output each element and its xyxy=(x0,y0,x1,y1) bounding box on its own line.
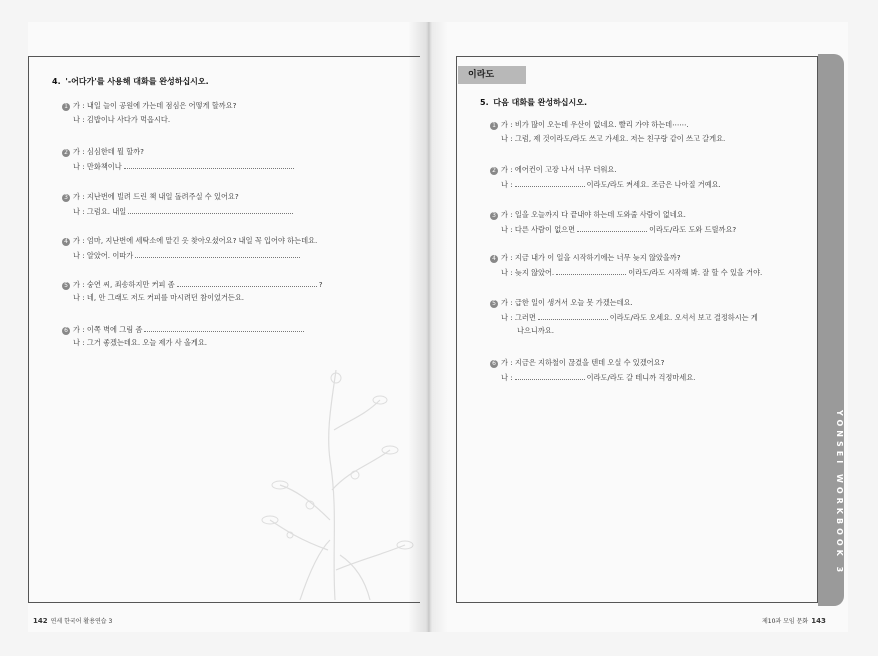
section-5-instruction: 다음 대화를 완성하십시오. xyxy=(493,98,588,107)
item-number-badge: 3 xyxy=(62,194,70,202)
answer-suffix: 이라도/라도 갈 테니까 걱정마세요. xyxy=(586,373,696,382)
answer-blank[interactable] xyxy=(124,159,294,169)
item-number-badge: 5 xyxy=(62,282,70,290)
answer-blank[interactable] xyxy=(135,248,300,258)
question-text: 가 : 일을 오늘까지 다 끝내야 하는데 도와줄 사람이 없네요. xyxy=(501,210,686,219)
answer-continuation: 나으니까요. xyxy=(517,326,555,335)
answer-prefix: 나 : 만화책이나 xyxy=(73,162,122,171)
left-footer-title: 연세 한국어 활용연습 3 xyxy=(50,618,113,625)
question-suffix: ? xyxy=(318,280,323,289)
item-number-badge: 4 xyxy=(490,255,498,263)
exercise-5-1 xyxy=(490,118,725,146)
answer-text: 나 : 네, 안 그래도 저도 커피를 마시려던 참이었거든요. xyxy=(73,293,245,302)
item-number-badge: 6 xyxy=(62,327,70,335)
answer-blank[interactable] xyxy=(538,310,608,320)
question-blank[interactable] xyxy=(177,277,317,287)
question-text: 가 : 지금 내가 이 일을 시작하기에는 너무 늦지 않았을까? xyxy=(501,253,681,262)
item-number-badge: 2 xyxy=(62,149,70,157)
question-text: 가 : 심심한데 뭘 할까? xyxy=(73,147,144,156)
exercise-4-5 xyxy=(62,277,323,305)
exercise-5-3 xyxy=(490,208,736,236)
question-text: 가 : 이쪽 벽에 그림 좀 xyxy=(73,325,143,334)
section-4-number: 4. xyxy=(52,77,61,86)
answer-suffix: 이라도/라도 켜세요. 조금은 나아질 거예요. xyxy=(586,180,721,189)
item-number-badge: 1 xyxy=(490,122,498,130)
answer-blank[interactable] xyxy=(515,370,585,380)
question-blank[interactable] xyxy=(144,322,304,332)
answer-suffix: 이라도/라도 시작해 봐. 잘 할 수 있을 거야. xyxy=(628,268,763,277)
answer-prefix: 나 : 그럼요. 내일 xyxy=(73,207,127,216)
answer-text: 나 : 김밥이나 사다가 먹읍시다. xyxy=(73,115,171,124)
right-page-number: 143 xyxy=(811,617,826,625)
section-5-number: 5. xyxy=(480,98,489,107)
question-text: 가 : 에어컨이 고장 나서 너무 더워요. xyxy=(501,165,617,174)
item-number-badge: 5 xyxy=(490,300,498,308)
item-number-badge: 4 xyxy=(62,238,70,246)
exercise-5-4 xyxy=(490,251,762,279)
exercise-4-4 xyxy=(62,234,317,262)
answer-prefix: 나 : xyxy=(501,373,513,382)
answer-suffix: 이라도/라도 도와 드릴까요? xyxy=(649,225,737,234)
item-number-badge: 6 xyxy=(490,360,498,368)
exercise-5-6 xyxy=(490,356,695,384)
left-page-number: 142 xyxy=(33,617,48,625)
question-text: 가 : 지금은 지하철이 끊겼을 텐데 오실 수 있겠어요? xyxy=(501,358,665,367)
answer-prefix: 나 : 그러면 xyxy=(501,313,536,322)
side-tab-label: YONSEI WORKBOOK 3 xyxy=(835,410,844,577)
question-text: 가 : 내일 늘이 공원에 가는데 점심은 어떻게 할까요? xyxy=(73,101,237,110)
right-footer-title: 제10과 모임 문화 xyxy=(762,618,809,625)
section-4-title xyxy=(52,76,209,87)
answer-text: 나 : 그럼, 제 것이라도/라도 쓰고 가세요. 저는 친구랑 같이 쓰고 갈게요. xyxy=(501,134,726,143)
exercise-4-1 xyxy=(62,99,236,127)
question-text: 가 : 지난번에 빌려 드린 책 내일 돌려주실 수 있어요? xyxy=(73,192,239,201)
question-text: 가 : 숭연 씨, 죄송하지만 커피 좀 xyxy=(73,280,175,289)
answer-suffix: 이라도/라도 오세요. 오셔서 보고 결정하시는 게 xyxy=(609,313,758,322)
section-4-instruction: '-어다가'를 사용해 대화를 완성하십시오. xyxy=(65,77,209,86)
exercise-4-6 xyxy=(62,322,306,350)
answer-text: 나 : 그거 좋겠는데요. 오늘 제가 사 올게요. xyxy=(73,338,208,347)
answer-blank[interactable] xyxy=(515,177,585,187)
question-text: 가 : 비가 많이 오는데 우산이 없네요. 빨리 가야 하는데⋯⋯. xyxy=(501,120,689,129)
section-5-title xyxy=(480,97,587,108)
question-text: 가 : 급한 일이 생겨서 오늘 못 가겠는데요. xyxy=(501,298,633,307)
exercise-4-3 xyxy=(62,190,295,218)
answer-prefix: 나 : 늦지 않았어. xyxy=(501,268,555,277)
left-footer xyxy=(30,616,112,625)
answer-blank[interactable] xyxy=(128,204,293,214)
exercise-5-2 xyxy=(490,163,721,191)
item-number-badge: 1 xyxy=(62,103,70,111)
question-text: 가 : 엄마, 지난번에 세탁소에 맡긴 옷 찾아오셨어요? 내일 꼭 입어야 하는데요. xyxy=(73,236,318,245)
answer-prefix: 나 : 알았어. 이따가 xyxy=(73,251,134,260)
right-footer xyxy=(762,616,829,625)
answer-prefix: 나 : xyxy=(501,180,513,189)
exercise-4-2 xyxy=(62,145,296,173)
answer-prefix: 나 : 다른 사람이 없으면 xyxy=(501,225,576,234)
answer-blank[interactable] xyxy=(577,222,647,232)
exercise-5-5 xyxy=(490,296,758,338)
floral-illustration xyxy=(240,370,430,600)
item-number-badge: 3 xyxy=(490,212,498,220)
grammar-point-label: 이라도 xyxy=(458,66,526,84)
answer-blank[interactable] xyxy=(556,265,626,275)
item-number-badge: 2 xyxy=(490,167,498,175)
